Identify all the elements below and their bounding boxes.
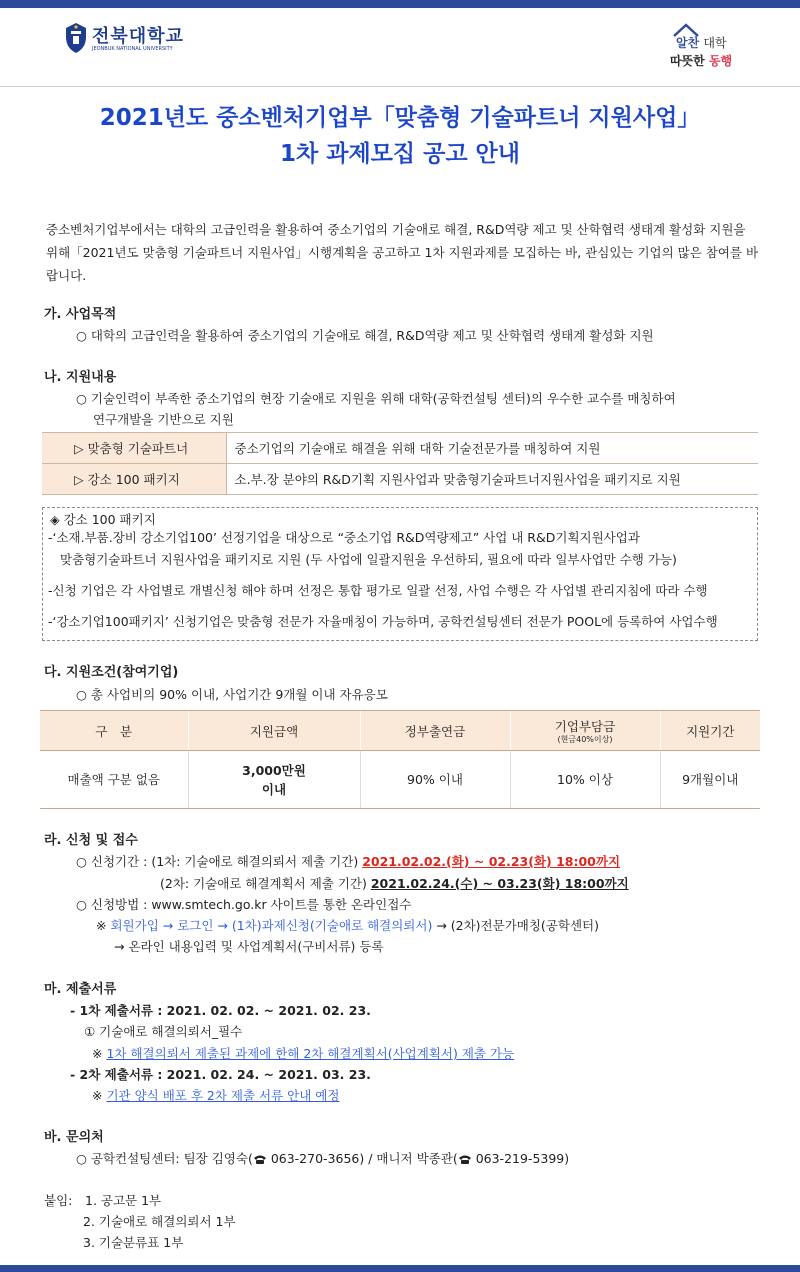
support-text-2: 연구개발을 기반으로 지원 <box>93 412 234 427</box>
phone-icon <box>458 1154 472 1165</box>
table-header: 지원기간 <box>660 711 760 751</box>
application-flow-link[interactable]: 회원가입 → 로그인 → (1차)과제신청(기술애로 해결의뢰서) <box>110 918 433 933</box>
package-box-line-1: -‘소재.부품.장비 강소기업100’ 선정기업을 대상으로 “중소기업 R&D역량제고” 사업 내 R&D기획지원사업과 <box>48 530 640 545</box>
application-period-2: (2차: 기술애로 해결계획서 제출 기간) 2021.02.24.(수) ~ 03.23(화) 18:00까지 <box>160 876 629 891</box>
university-name-en: JEONBUK NATIONAL UNIVERSITY <box>92 46 173 52</box>
phone-number[interactable]: 063-219-5399 <box>475 1151 565 1166</box>
bottom-accent-bar <box>0 1265 800 1272</box>
documents-first-note: ※ 1차 해결의뢰서 제출된 과제에 한해 2차 해결계획서(사업계획서) 제출 가능 <box>92 1046 515 1061</box>
table-cell: 중소기업의 기술애로 해결을 위해 대학 기술전문가를 매칭하여 지원 <box>226 433 758 464</box>
section-heading-documents: 마. 제출서류 <box>44 982 117 997</box>
package-box-line-2: 맞춤형기술파트너 지원사업을 패키지로 지원 (두 사업에 일괄지원을 우선하되, 필요에 따라 일부사업만 수행 가능) <box>60 552 677 567</box>
conditions-table <box>40 710 760 809</box>
documents-second-period: - 2차 제출서류 : 2021. 02. 24. ~ 2021. 03. 23. <box>70 1067 371 1082</box>
attachment-item: 3. 기술분류표 1부 <box>83 1235 184 1250</box>
application-flow-1: ※ 회원가입 → 로그인 → (1차)과제신청(기술애로 해결의뢰서) → (2차)전문가매칭(공학센터) <box>96 918 599 933</box>
contact-info: ○ 공학컨설팅센터: 팀장 김영숙( 063-270-3656) / 매니저 박종관( 063-219-5399) <box>76 1151 570 1166</box>
slogan-line-2: 따뜻한 동행 <box>670 54 733 68</box>
table-cell: 9개월이내 <box>660 751 760 809</box>
university-name: 전북대학교 <box>92 26 184 47</box>
top-accent-bar <box>0 0 800 8</box>
table-header: 기업부담금 (현금40%이상) <box>510 711 660 751</box>
table-cell: 매출액 구분 없음 <box>40 751 188 809</box>
section-heading-contact: 바. 문의처 <box>44 1130 104 1145</box>
table-cell: ▷ 강소 100 패키지 <box>42 464 226 495</box>
slogan-logo <box>668 22 740 72</box>
package-box-title: ◈ 강소 100 패키지 <box>50 512 156 527</box>
table-cell: 소.부.장 분야의 R&D기획 지원사업과 맞춤형기술파트너지원사업을 패키지로 지원 <box>226 464 758 495</box>
slogan-line-1: 알찬 대학 <box>676 36 727 50</box>
table-header-row <box>40 711 760 751</box>
application-method: ○ 신청방법 : www.smtech.go.kr 사이트를 통한 온라인접수 <box>76 897 412 912</box>
table-cell: ▷ 맞춤형 기술파트너 <box>42 433 226 464</box>
header-divider <box>0 86 800 87</box>
purpose-text: ○ 대학의 고급인력을 활용하여 중소기업의 기술애로 해결, R&D역량 제고 및 산학협력 생태계 활성화 지원 <box>76 328 654 343</box>
package-box-line-3: -신청 기업은 각 사업별로 개별신청 해야 하며 선정은 통합 평가로 일괄 선정, 사업 수행은 각 사업별 관리지침에 따라 수행 <box>48 583 708 598</box>
application-period-1: ○ 신청기간 : (1차: 기술애로 해결의뢰서 제출 기간) 2021.02.02.(화) ~ 02.23(화) 18:00까지 <box>76 854 621 869</box>
table-cell: 90% 이내 <box>360 751 510 809</box>
documents-first-item: ① 기술애로 해결의뢰서_필수 <box>84 1024 243 1039</box>
table-row <box>42 433 758 464</box>
table-cell: 3,000만원 이내 <box>188 751 360 809</box>
table-cell: 10% 이상 <box>510 751 660 809</box>
section-heading-conditions: 다. 지원조건(참여기업) <box>44 665 179 680</box>
section-heading-application: 라. 신청 및 접수 <box>44 833 138 848</box>
package-box-line-4: -‘강소기업100패키지’ 신청기업은 맞춤형 전문가 자율매칭이 가능하며, 공학컨설팅센터 전문가 POOL에 등록하여 사업수행 <box>48 614 718 629</box>
intro-paragraph: 중소벤처기업부에서는 대학의 고급인력을 활용하여 중소기업의 기술애로 해결, R&D역량 제고 및 산학협력 생태계 활성화 지원을 위해「2021년도 맞춤형 기술파트너 지원사업」시행계획을 공고하고 1차 지원과제를 모집하는 바, 관심있는 기업의 많은 참여를 바랍니다. <box>46 222 759 283</box>
university-logo[interactable] <box>64 22 204 56</box>
support-text-1: ○ 기술인력이 부족한 중소기업의 현장 기술애로 지원을 위해 대학(공학컨설팅 센터)의 우수한 교수를 매칭하여 <box>76 391 676 406</box>
university-emblem-icon <box>64 22 88 54</box>
page-title: 2021년도 중소벤처기업부「맞춤형 기술파트너 지원사업」 1차 과제모집 공고 안내 <box>99 105 701 167</box>
documents-first-period: - 1차 제출서류 : 2021. 02. 02. ~ 2021. 02. 23. <box>70 1003 371 1018</box>
attachment-item: 1. 공고문 1부 <box>85 1193 162 1208</box>
section-heading-support: 나. 지원내용 <box>44 370 117 385</box>
table-header: 정부출연금 <box>360 711 510 751</box>
table-row <box>40 751 760 809</box>
attachment-label: 붙임: <box>44 1193 73 1208</box>
documents-second-note: ※ 기관 양식 배포 후 2차 제출 서류 안내 예정 <box>92 1088 340 1103</box>
table-row <box>42 464 758 495</box>
attachment-item: 2. 기술애로 해결의뢰서 1부 <box>83 1214 236 1229</box>
table-header: 지원금액 <box>188 711 360 751</box>
table-header: 구 분 <box>40 711 188 751</box>
conditions-text: ○ 총 사업비의 90% 이내, 사업기간 9개월 이내 자유응모 <box>76 687 388 702</box>
support-type-table <box>42 432 758 495</box>
section-heading-purpose: 가. 사업목적 <box>44 307 117 322</box>
phone-number[interactable]: 063-270-3656 <box>270 1151 360 1166</box>
phone-icon <box>253 1154 267 1165</box>
application-flow-2: → 온라인 내용입력 및 사업계획서(구비서류) 등록 <box>114 939 384 954</box>
